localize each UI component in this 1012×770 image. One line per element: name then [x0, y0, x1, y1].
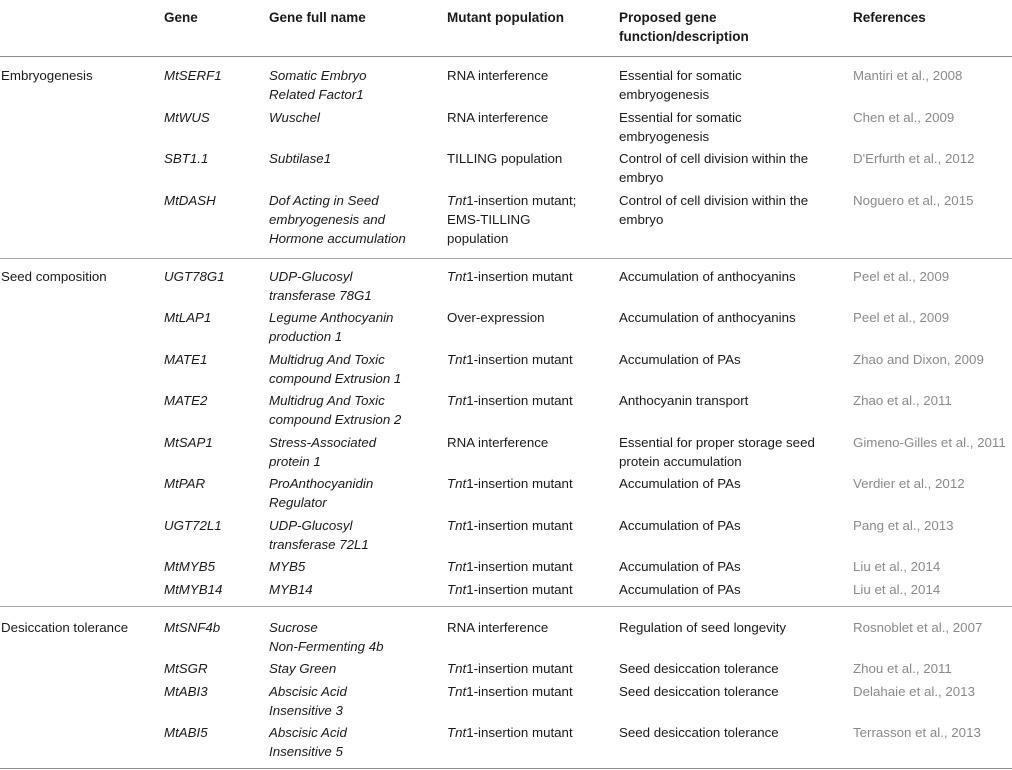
gene-cell: MtWUS — [164, 110, 210, 125]
gene-cell: MtDASH — [164, 193, 216, 208]
header-mutant-population: Mutant population — [447, 10, 564, 25]
reference-cell: D'Erfurth et al., 2012 — [853, 151, 975, 166]
gene-cell: MATE1 — [164, 352, 208, 367]
gene-function-cell: Accumulation of PAs — [619, 476, 741, 491]
mutant-population-cell: RNA interference — [447, 620, 549, 635]
tnt-label: Tnt — [447, 582, 467, 597]
gene-full-name-cell: UDP-Glucosyl transferase 78G1 — [269, 269, 372, 303]
mutant-population-cell: Tnt1-insertion mutant — [447, 684, 573, 699]
gene-cell: SBT1.1 — [164, 151, 209, 166]
gene-cell: MtMYB14 — [164, 582, 223, 597]
header-proposed-function: Proposed gene function/description — [619, 10, 749, 44]
table-bottom-rule — [0, 768, 1012, 769]
gene-full-name-cell: Dof Acting in Seed embryogenesis and Hormone accumulation — [269, 193, 406, 246]
tnt-label: Tnt — [447, 476, 467, 491]
gene-full-name-cell: ProAnthocyanidin Regulator — [269, 476, 374, 510]
gene-function-cell: Control of cell division within the embryo — [619, 193, 809, 227]
tnt-label: Tnt — [447, 725, 467, 740]
reference-cell: Noguero et al., 2015 — [853, 193, 974, 208]
gene-full-name-cell: Multidrug And Toxic compound Extrusion 2 — [269, 393, 402, 427]
header-references: References — [853, 10, 926, 25]
mutant-population-cell: Tnt1-insertion mutant — [447, 352, 573, 367]
tnt-label: Tnt — [447, 393, 467, 408]
category-label: Desiccation tolerance — [1, 620, 129, 635]
tnt-label: Tnt — [447, 684, 467, 699]
tnt-label: Tnt — [447, 661, 467, 676]
mutant-population-cell: Tnt1-insertion mutant; EMS-TILLING population — [447, 193, 577, 246]
gene-cell: MtMYB5 — [164, 559, 215, 574]
gene-full-name-cell: Subtilase1 — [269, 151, 332, 166]
category-label: Embryogenesis — [1, 68, 93, 83]
gene-full-name-cell: Legume Anthocyanin production 1 — [269, 310, 394, 344]
gene-function-cell: Seed desiccation tolerance — [619, 725, 779, 740]
gene-cell: MtSNF4b — [164, 620, 221, 635]
header-divider — [0, 56, 1012, 57]
gene-cell: MtPAR — [164, 476, 206, 491]
tnt-label: Tnt — [447, 269, 467, 284]
mutant-population-cell: Over-expression — [447, 310, 545, 325]
mutant-population-cell: Tnt1-insertion mutant — [447, 661, 573, 676]
reference-cell: Zhao and Dixon, 2009 — [853, 352, 984, 367]
gene-full-name-cell: Stay Green — [269, 661, 337, 676]
mutant-population-cell: RNA interference — [447, 435, 549, 450]
gene-cell: MtSAP1 — [164, 435, 213, 450]
mutant-population-cell: Tnt1-insertion mutant — [447, 269, 573, 284]
reference-cell: Gimeno-Gilles et al., 2011 — [853, 435, 1006, 450]
gene-full-name-cell: Multidrug And Toxic compound Extrusion 1 — [269, 352, 402, 386]
reference-cell: Pang et al., 2013 — [853, 518, 954, 533]
reference-cell: Delahaie et al., 2013 — [853, 684, 975, 699]
mutant-population-cell: Tnt1-insertion mutant — [447, 559, 573, 574]
gene-full-name-cell: MYB14 — [269, 582, 313, 597]
header-gene: Gene — [164, 10, 198, 25]
tnt-label: Tnt — [447, 193, 467, 208]
gene-function-cell: Anthocyanin transport — [619, 393, 749, 408]
gene-full-name-cell: Abscisic Acid Insensitive 3 — [269, 684, 347, 718]
gene-cell: MtABI3 — [164, 684, 208, 699]
tnt-label: Tnt — [447, 518, 467, 533]
gene-function-cell: Regulation of seed longevity — [619, 620, 787, 635]
mutant-population-cell: Tnt1-insertion mutant — [447, 518, 573, 533]
mutant-population-cell: RNA interference — [447, 110, 549, 125]
reference-cell: Verdier et al., 2012 — [853, 476, 965, 491]
reference-cell: Terrasson et al., 2013 — [853, 725, 981, 740]
gene-cell: UGT72L1 — [164, 518, 222, 533]
gene-function-cell: Accumulation of anthocyanins — [619, 310, 796, 325]
gene-cell: MtLAP1 — [164, 310, 212, 325]
section-divider — [0, 606, 1012, 607]
gene-full-name-cell: MYB5 — [269, 559, 306, 574]
mutant-population-cell: RNA interference — [447, 68, 549, 83]
gene-function-cell: Essential for proper storage seed protein accumulation — [619, 435, 815, 469]
mutant-population-cell: Tnt1-insertion mutant — [447, 582, 573, 597]
reference-cell: Chen et al., 2009 — [853, 110, 955, 125]
gene-full-name-cell: Stress-Associated protein 1 — [269, 435, 377, 469]
section-divider — [0, 258, 1012, 259]
reference-cell: Rosnoblet et al., 2007 — [853, 620, 983, 635]
category-label: Seed composition — [1, 269, 107, 284]
tnt-label: Tnt — [447, 352, 467, 367]
gene-cell: MtSERF1 — [164, 68, 222, 83]
gene-cell: MATE2 — [164, 393, 208, 408]
header-gene-full-name: Gene full name — [269, 10, 366, 25]
mutant-population-cell: Tnt1-insertion mutant — [447, 725, 573, 740]
gene-function-cell: Essential for somatic embryogenesis — [619, 110, 742, 144]
gene-full-name-cell: Sucrose Non-Fermenting 4b — [269, 620, 384, 654]
gene-function-cell: Seed desiccation tolerance — [619, 684, 779, 699]
gene-function-cell: Accumulation of PAs — [619, 582, 741, 597]
gene-full-name-cell: UDP-Glucosyl transferase 72L1 — [269, 518, 369, 552]
gene-function-cell: Accumulation of anthocyanins — [619, 269, 796, 284]
tnt-label: Tnt — [447, 559, 467, 574]
gene-full-name-cell: Somatic Embryo Related Factor1 — [269, 68, 367, 102]
gene-function-cell: Essential for somatic embryogenesis — [619, 68, 742, 102]
gene-function-cell: Seed desiccation tolerance — [619, 661, 779, 676]
mutant-population-cell: Tnt1-insertion mutant — [447, 393, 573, 408]
gene-function-cell: Control of cell division within the embryo — [619, 151, 809, 185]
reference-cell: Peel et al., 2009 — [853, 269, 950, 284]
gene-function-cell: Accumulation of PAs — [619, 559, 741, 574]
gene-full-name-cell: Wuschel — [269, 110, 320, 125]
mutant-population-cell: Tnt1-insertion mutant — [447, 476, 573, 491]
gene-cell: MtSGR — [164, 661, 208, 676]
reference-cell: Peel et al., 2009 — [853, 310, 950, 325]
gene-cell: UGT78G1 — [164, 269, 225, 284]
reference-cell: Liu et al., 2014 — [853, 582, 941, 597]
gene-function-cell: Accumulation of PAs — [619, 352, 741, 367]
reference-cell: Zhou et al., 2011 — [853, 661, 952, 676]
gene-full-name-cell: Abscisic Acid Insensitive 5 — [269, 725, 347, 759]
reference-cell: Mantiri et al., 2008 — [853, 68, 963, 83]
gene-cell: MtABI5 — [164, 725, 208, 740]
reference-cell: Zhao et al., 2011 — [853, 393, 952, 408]
mutant-population-cell: TILLING population — [447, 151, 563, 166]
reference-cell: Liu et al., 2014 — [853, 559, 941, 574]
gene-function-cell: Accumulation of PAs — [619, 518, 741, 533]
